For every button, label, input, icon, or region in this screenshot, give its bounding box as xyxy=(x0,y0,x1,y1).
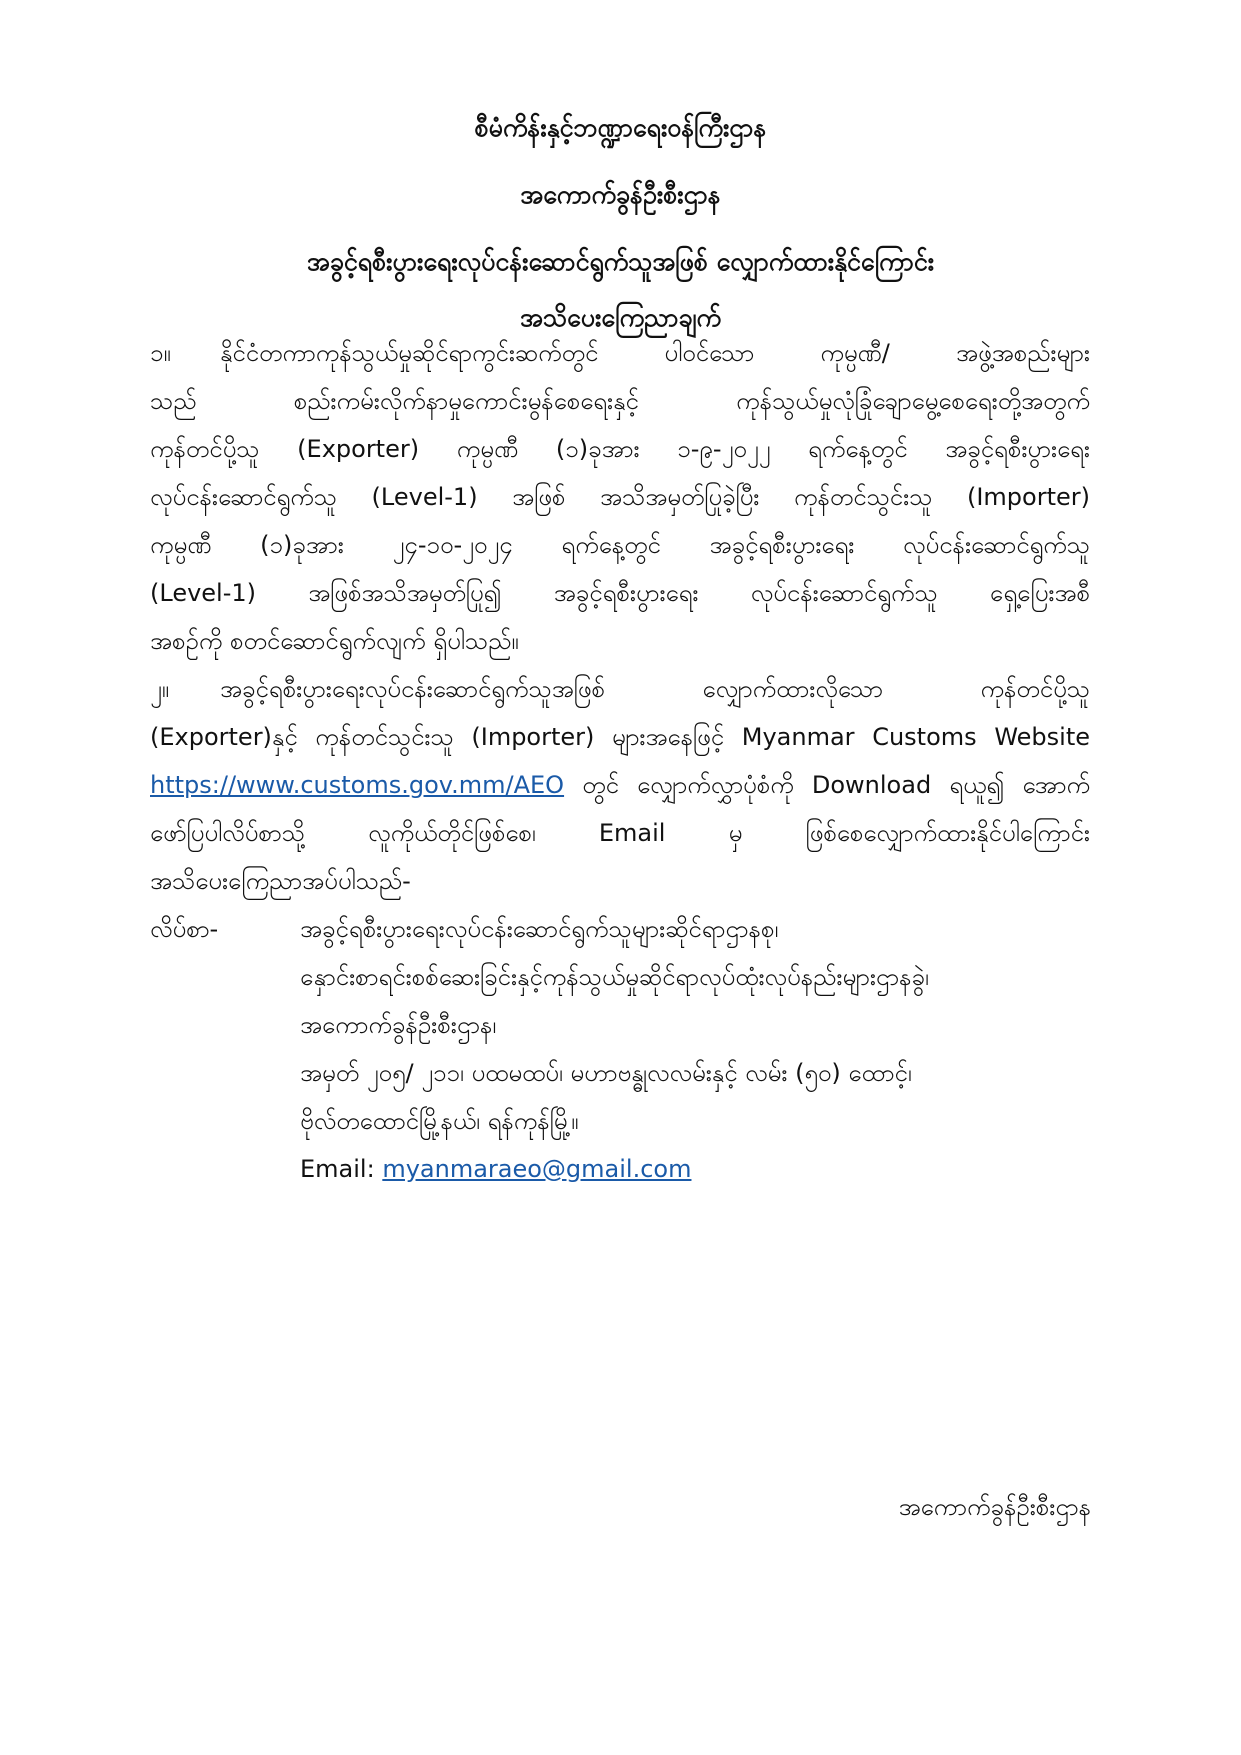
address-label: လိပ်စာ- xyxy=(150,915,219,943)
paragraph-1-line: ကုမ္ပဏီ (၁)ခုအား ၂၄-၁၀-၂၀၂၄ ရက်နေ့တွင် အခွင့်ရစီးပွားရေး လုပ်ငန်းဆောင်ရွက်သူ xyxy=(150,531,1090,559)
address-line: နှောင်းစာရင်းစစ်ဆေးခြင်းနှင့်ကုန်သွယ်မှုဆိုင်ရာလုပ်ထုံးလုပ်နည်းများဌာနခွဲ၊ xyxy=(300,963,929,991)
paragraph-1-line: လုပ်ငန်းဆောင်ရွက်သူ (Level-1) အဖြစ် အသိအမှတ်ပြုခဲ့ပြီး ကုန်တင်သွင်းသူ (Importer) xyxy=(150,483,1091,511)
paragraph-2-line: (Exporter)နှင့် ကုန်တင်သွင်းသူ (Importer) များအနေဖြင့် Myanmar Customs Website xyxy=(150,723,1090,751)
paragraph-1-line: အစဉ်ကို စတင်ဆောင်ရွက်လျက် ရှိပါသည်။ xyxy=(150,627,519,655)
notice-subtitle: အသိပေးကြေညာချက် xyxy=(520,303,721,332)
paragraph-2-line: အသိပေးကြေညာအပ်ပါသည်- xyxy=(150,867,411,895)
paragraph-1-line: ကုန်တင်ပို့သူ (Exporter) ကုမ္ပဏီ (၁)ခုအား ၁-၉-၂၀၂၂ ရက်နေ့တွင် အခွင့်ရစီးပွားရေး xyxy=(150,435,1090,463)
email-line xyxy=(300,1149,691,1189)
address-line: အခွင့်ရစီးပွားရေးလုပ်ငန်းဆောင်ရွက်သူများဆိုင်ရာဌာနစု၊ xyxy=(300,915,779,943)
aeo-website-link[interactable]: https://www.customs.gov.mm/AEO xyxy=(150,771,565,799)
paragraph-2-number: ၂။ xyxy=(150,675,170,703)
notice-title: အခွင့်ရစီးပွားရေးလုပ်ငန်းဆောင်ရွက်သူအဖြစ် လျှောက်ထားနိုင်ကြောင်း xyxy=(306,247,935,276)
address-line: အကောက်ခွန်ဦးစီးဌာန၊ xyxy=(300,1011,497,1039)
paragraph-2-line: ဖော်ပြပါလိပ်စာသို့ လူကိုယ်တိုင်ဖြစ်စေ၊ Email မှ ဖြစ်စေလျှောက်ထားနိုင်ပါကြောင်း xyxy=(150,819,1090,847)
email-label: Email: xyxy=(300,1155,375,1183)
paragraph-1-line: (Level-1) အဖြစ်အသိအမှတ်ပြု၍ အခွင့်ရစီးပွားရေး လုပ်ငန်းဆောင်ရွက်သူ ရှေ့ပြေးအစီ xyxy=(150,579,1090,607)
paragraph-1-line: သည် စည်းကမ်းလိုက်နာမှုကောင်းမွန်စေရေးနှင့် ကုန်သွယ်မှုလုံခြုံချောမွေ့စေရေးတို့အတွက် xyxy=(150,387,1090,415)
ministry-heading: စီမံကိန်းနှင့်ဘဏ္ဍာရေးဝန်ကြီးဌာန xyxy=(474,113,767,142)
email-link[interactable]: myanmaraeo@gmail.com xyxy=(382,1155,692,1183)
address-line: ဗိုလ်တထောင်မြို့နယ်၊ ရန်ကုန်မြို့။ xyxy=(300,1107,579,1135)
paragraph-2-line: ၂။ အခွင့်ရစီးပွားရေးလုပ်ငန်းဆောင်ရွက်သူအဖြစ် လျှောက်ထားလိုသော ကုန်တင်ပို့သူ xyxy=(150,669,1090,709)
paragraph-1-number: ၁။ xyxy=(150,339,171,367)
paragraph-2-line: https://www.customs.gov.mm/AEO တွင် လျှောက်လွှာပုံစံကို Download ရယူ၍ အောက် xyxy=(150,771,1091,799)
paragraph-1-line: ၁။ နိုင်ငံတကာကုန်သွယ်မှုဆိုင်ရာကွင်းဆက်တွင် ပါဝင်သော ကုမ္ပဏီ/ အဖွဲ့အစည်းများ xyxy=(150,333,1090,373)
signature: အကောက်ခွန်ဦးစီးဌာန xyxy=(898,1493,1091,1521)
address-line: အမှတ် ၂၀၅/ ၂၁၁၊ ပထမထပ်၊ မဟာဗန္ဓုလလမ်းနှင့် လမ်း (၅၀) ထောင့်၊ xyxy=(300,1059,912,1087)
department-heading: အကောက်ခွန်ဦးစီးဌာန xyxy=(520,180,721,209)
